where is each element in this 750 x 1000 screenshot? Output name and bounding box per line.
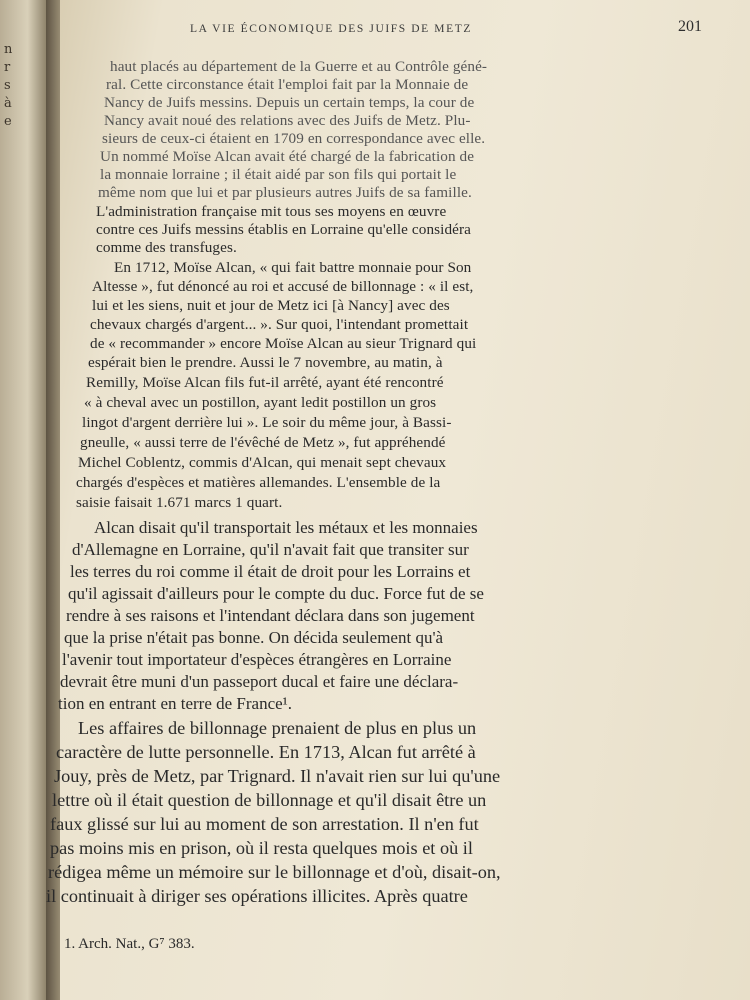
text-line: contre ces Juifs messins établis en Lorraine qu'elle considéra [96, 221, 472, 238]
text-line: gneulle, « aussi terre de l'évêché de Metz », fut appréhendé [80, 434, 446, 451]
text-line: pas moins mis en prison, où il resta quelques mois et où il [50, 838, 473, 858]
text-line: que la prise n'était pas bonne. On décida seulement qu'à [64, 628, 444, 647]
left-page-fragment: r [4, 60, 11, 75]
text-line: caractère de lutte personnelle. En 1713, Alcan fut arrêté à [56, 742, 476, 762]
previous-page-edge [0, 0, 46, 1000]
text-line: chevaux chargés d'argent... ». Sur quoi, l'intendant promettait [90, 316, 469, 333]
text-line: rendre à ses raisons et l'intendant déclara dans son jugement [66, 606, 475, 625]
text-line: la monnaie lorraine ; il était aidé par son fils qui portait le [100, 166, 457, 183]
text-line: Nancy de Juifs messins. Depuis un certain temps, la cour de [104, 94, 475, 111]
text-line: Nancy avait noué des relations avec des Juifs de Metz. Plu- [104, 112, 471, 129]
text-line: En 1712, Moïse Alcan, « qui fait battre monnaie pour Son [114, 259, 472, 276]
text-line: même nom que lui et par plusieurs autres Juifs de sa famille. [98, 184, 472, 201]
text-line: chargés d'espèces et matières allemandes. L'ensemble de la [76, 474, 441, 491]
text-line: rédigea même un mémoire sur le billonnage et d'où, disait-on, [48, 862, 501, 882]
text-line: tion en entrant en terre de France¹. [58, 694, 293, 713]
text-line: Les affaires de billonnage prenaient de plus en plus un [78, 718, 477, 738]
left-page-fragment: e [4, 114, 12, 129]
text-line: il continuait à diriger ses opérations illicites. Après quatre [46, 886, 468, 906]
text-line: Jouy, près de Metz, par Trignard. Il n'avait rien sur lui qu'une [54, 766, 501, 786]
text-line: espérait bien le prendre. Aussi le 7 novembre, au matin, à [88, 354, 443, 371]
left-page-fragment: n [4, 42, 13, 57]
text-line: comme des transfuges. [96, 239, 237, 256]
page-header [190, 18, 730, 42]
text-line: lettre où il était question de billonnage et qu'il disait être un [52, 790, 487, 810]
text-line: d'Allemagne en Lorraine, qu'il n'avait fait que transiter sur [72, 540, 469, 559]
text-line: de « recommander » encore Moïse Alcan au sieur Trignard qui [90, 335, 477, 352]
text-line: les terres du roi comme il était de droit pour les Lorrains et [70, 562, 471, 581]
text-line: haut placés au département de la Guerre et au Contrôle géné- [110, 58, 488, 75]
text-line: sieurs de ceux-ci étaient en 1709 en correspondance avec elle. [102, 130, 486, 147]
text-line: l'avenir tout importateur d'espèces étrangères en Lorraine [62, 650, 452, 669]
text-line: lui et les siens, nuit et jour de Metz ici [à Nancy] avec des [92, 297, 450, 314]
text-line: « à cheval avec un postillon, ayant ledit postillon un gros [84, 394, 437, 411]
text-line: Altesse », fut dénoncé au roi et accusé de billonnage : « il est, [92, 278, 474, 295]
footnote: 1. Arch. Nat., G⁷ 383. [64, 936, 195, 952]
page-number: 201 [678, 18, 702, 35]
text-line: Alcan disait qu'il transportait les métaux et les monnaies [94, 518, 478, 537]
text-line: ral. Cette circonstance était l'emploi fait par la Monnaie de [106, 76, 469, 93]
text-line: devrait être muni d'un passeport ducal et faire une déclara- [60, 672, 459, 691]
text-line: Michel Coblentz, commis d'Alcan, qui menait sept chevaux [78, 454, 447, 471]
text-line: saisie faisait 1.671 marcs 1 quart. [76, 494, 283, 511]
left-page-fragment: à [4, 96, 12, 111]
text-line: faux glissé sur lui au moment de son arrestation. Il n'en fut [50, 814, 479, 834]
text-line: Remilly, Moïse Alcan fils fut-il arrêté, ayant été rencontré [86, 374, 444, 391]
left-page-fragment: s [4, 78, 11, 93]
text-line: L'administration française mit tous ses moyens en œuvre [96, 203, 447, 220]
text-line: qu'il agissait d'ailleurs pour le compte du duc. Force fut de se [68, 584, 484, 603]
running-title: LA VIE ÉCONOMIQUE DES JUIFS DE METZ [190, 23, 472, 35]
text-line: lingot d'argent derrière lui ». Le soir du même jour, à Bassi- [82, 414, 452, 431]
text-line: Un nommé Moïse Alcan avait été chargé de la fabrication de [100, 148, 475, 165]
